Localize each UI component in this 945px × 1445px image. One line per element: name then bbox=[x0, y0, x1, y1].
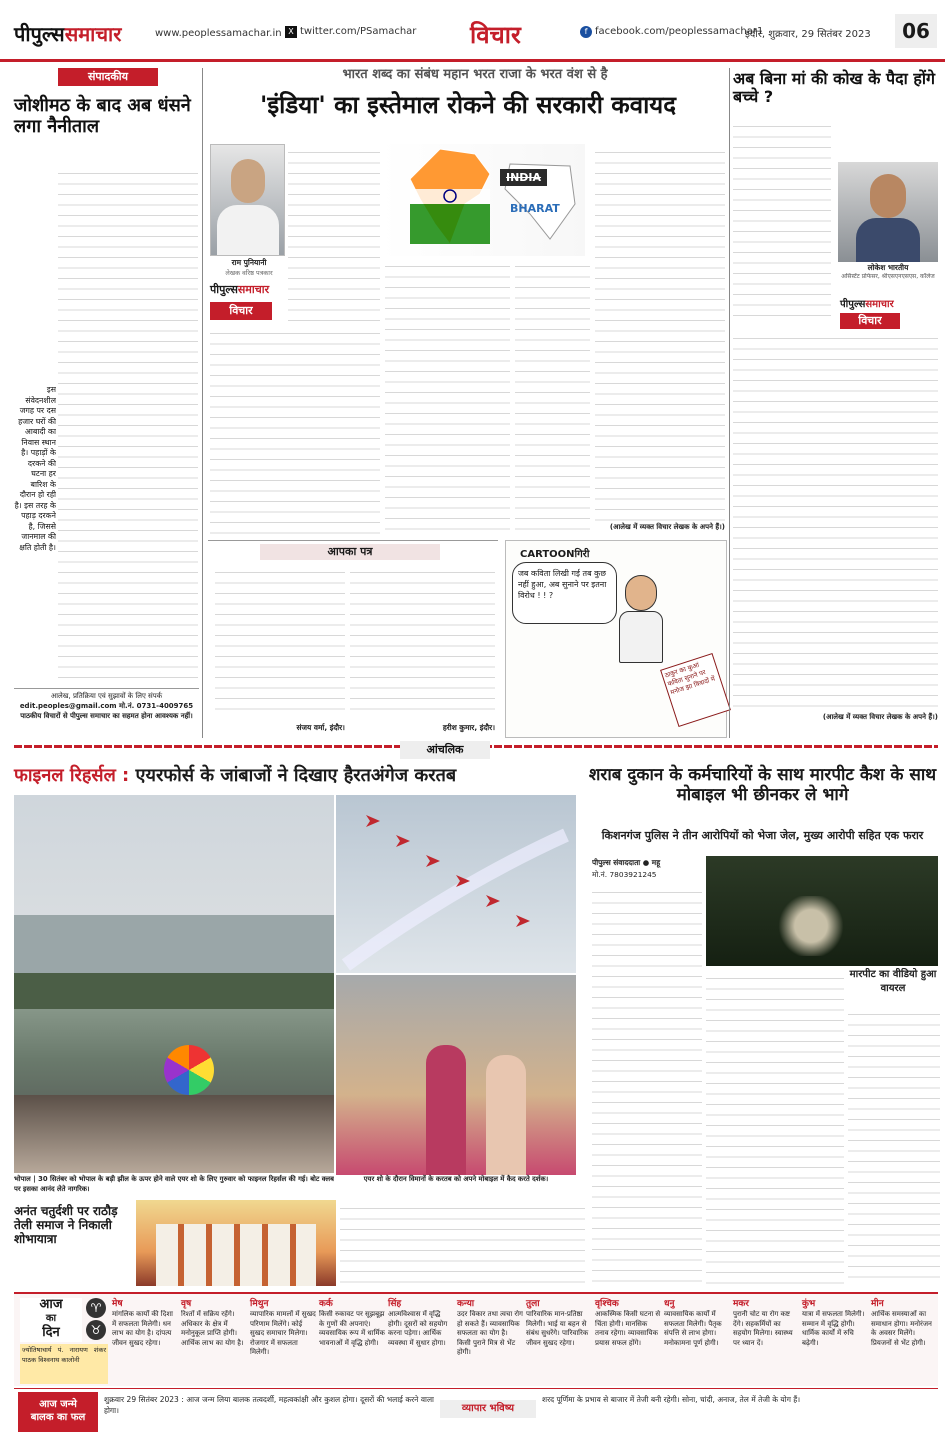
brand-a: पीपुल्स bbox=[210, 283, 238, 296]
label-din: दिन bbox=[42, 1325, 60, 1340]
column-divider bbox=[202, 68, 203, 738]
editorial-body bbox=[58, 165, 198, 685]
horoscope-sign-text: पारिवारिक मान-प्रतिष्ठा मिलेगी। भाई या बहन से संबंध सुधरेंगे। पारिवारिक जीवन सुखद रहेगा। bbox=[526, 1310, 589, 1347]
logo-part-b: समाचार bbox=[64, 22, 122, 46]
astrologer-credit: ज्योतिषाचार्य पं. नारायण शंकर पाठक विश्वनाथ कालोनी bbox=[20, 1344, 108, 1384]
side-author-role: असिस्टेंट प्रोफेसर, श्रीएसएनएसएस, कॉलेज bbox=[841, 273, 935, 280]
horoscope-sign-text: व्यावसायिक कार्यों में सफलता मिलेगी। पैतृक संपत्ति से लाभ होगा। मनोकामना पूर्ण होगी। bbox=[664, 1310, 722, 1347]
regional-headline-2[interactable]: शराब दुकान के कर्मचारियों के साथ मारपीट कैश के साथ मोबाइल भी छीनकर ले भागे bbox=[588, 765, 937, 805]
author-role: लेखक वरिष्ठ पत्रकार bbox=[225, 269, 273, 277]
brand-b: समाचार bbox=[237, 283, 270, 296]
born-label-b: बालक का फल bbox=[30, 1412, 86, 1423]
lead-body-col4 bbox=[515, 258, 590, 536]
dateline: इंदौर, शुक्रवार, 29 सितंबर 2023 bbox=[745, 29, 871, 40]
horoscope-label bbox=[20, 1298, 82, 1342]
lead-body-col3 bbox=[385, 258, 510, 536]
side-body-top bbox=[733, 118, 831, 320]
regional-headline-3[interactable]: अनंत चतुर्दशी पर राठौड़ तेली समाज ने निकाली शोभायात्रा bbox=[14, 1204, 118, 1246]
cartoon-title: CARTOONगिरी bbox=[520, 549, 590, 560]
horoscope-sign-text: आकस्मिक किसी घटना से चिंता होगी। मानसिक तनाव रहेगा। व्यावसायिक प्रयास सफल होंगे। bbox=[595, 1310, 661, 1347]
story-2-col3 bbox=[848, 1006, 940, 1284]
horoscope-sign-name: मीन bbox=[871, 1299, 884, 1309]
lead-signoff: (आलेख में व्यक्त विचार लेखक के अपने हैं।) bbox=[609, 523, 725, 531]
lake-photo-caption: भोपाल | 30 सितंबर को भोपाल के बड़ी झील के ऊपर होने वाले एयर शो के लिए गुरुवार को फाइनल रिहर्सल की गई। बोट क्लब पर इसका आनंद लेते नागरिक। bbox=[14, 1175, 334, 1193]
horoscope-sign-text: आर्थिक समस्याओं का समाधान होगा। मनोरंजन के अवसर मिलेंगे। प्रियजनों से भेंट होगी। bbox=[871, 1310, 932, 1347]
ram-icon: ♈ bbox=[86, 1298, 106, 1318]
story-2-phone: मो.नं. 7803921245 bbox=[592, 870, 657, 879]
editorial-headline[interactable]: जोशीमठ के बाद अब धंसने लगा नैनीताल bbox=[14, 95, 191, 137]
editorial-footer bbox=[14, 688, 199, 730]
footer-contact-line: आलेख, प्रतिक्रिया एवं सुझावों के लिए संपर्क bbox=[50, 692, 163, 700]
lead-body-col5 bbox=[595, 144, 725, 522]
procession-photo[interactable] bbox=[136, 1200, 336, 1286]
horoscope-sign-name: धनु bbox=[664, 1299, 675, 1309]
horoscope-sign-text: पुरानी चोट या रोग कष्ट देंगे। सहकर्मियों का सहयोग मिलेगा। स्वास्थ्य पर ध्यान दें। bbox=[733, 1310, 793, 1347]
footer-email-line[interactable]: edit.peoples@gmail.com मो.नं. 0731-4009765 bbox=[19, 702, 194, 710]
flag-band-green bbox=[410, 204, 490, 244]
jet-icon bbox=[486, 895, 500, 907]
cartoon-bubble: जब कविता लिखी गई तब कुछ नहीं हुआ, अब सुनाने पर इतना विरोध ! ! ? bbox=[512, 562, 617, 624]
map-label-india: INDIA bbox=[500, 169, 547, 186]
born-text: शुक्रवार 29 सितंबर 2023 : आज जन्म लिया बालक तत्वदर्शी, महत्वकांक्षी और कुशल होगा। दूसरों की भलाई करने वाला होगा। bbox=[104, 1395, 434, 1415]
twitter-handle: twitter.com/PSamachar bbox=[300, 26, 417, 37]
x-icon: X bbox=[285, 26, 297, 38]
cartoon-sign: ठाकुर का कुआं कविता सुनाने पर मनोज झा विवादों में bbox=[660, 653, 731, 727]
jets-formation-photo[interactable] bbox=[336, 795, 576, 973]
side-author-shirt bbox=[856, 218, 920, 262]
author-shirt bbox=[217, 205, 279, 256]
assault-video-still[interactable] bbox=[706, 856, 938, 966]
facebook-handle: facebook.com/peoplessamachar1 bbox=[595, 26, 764, 37]
side-brand-logo bbox=[840, 296, 940, 310]
facebook-link[interactable] bbox=[580, 26, 763, 38]
lead-headline[interactable]: 'इंडिया' का इस्तेमाल रोकने की सरकारी कवायद bbox=[260, 91, 676, 119]
horoscope-sign-name: कन्या bbox=[457, 1299, 475, 1309]
website-link[interactable]: www.peoplessamachar.in bbox=[155, 28, 282, 39]
procession-group bbox=[156, 1224, 316, 1286]
india-bharat-map bbox=[380, 144, 585, 256]
scuffle-figures bbox=[766, 896, 856, 956]
business-label: व्यापार भविष्य bbox=[440, 1400, 536, 1418]
born-label-a: आज जन्मे bbox=[39, 1399, 77, 1410]
born-label bbox=[18, 1392, 98, 1432]
section-title: विचार bbox=[470, 21, 521, 49]
side-brand-tag: विचार bbox=[840, 313, 900, 329]
lead-brand-logo bbox=[210, 282, 300, 298]
horoscope-sign-name: सिंह bbox=[388, 1299, 402, 1309]
terrace-crowd bbox=[14, 1095, 334, 1173]
jet-icon bbox=[366, 815, 380, 827]
horoscope-sign-text: आत्मविश्वास में वृद्धि होगी। दूसरों को सहयोग करना पड़ेगा। आर्थिक व्यवस्था में सुधार होगा। bbox=[388, 1310, 448, 1347]
umbrella-icon bbox=[164, 1045, 214, 1095]
column-divider-2 bbox=[729, 68, 730, 738]
cartoon-figure bbox=[615, 575, 667, 675]
zodiac-icons bbox=[86, 1298, 110, 1342]
horoscope-sign-text: मांगलिक कार्यों की दिशा में सफलता मिलेगी। धन लाभ का योग है। दांपत्य जीवन सुखद रहेगा। bbox=[112, 1310, 173, 1347]
regional-deck-2: किशनगंज पुलिस ने तीन आरोपियों को भेजा जेल, मुख्य आरोपी सहित एक फरार bbox=[601, 829, 924, 842]
assault-photo-caption: मारपीट का वीडियो हुआ वायरल bbox=[849, 969, 937, 994]
author-face bbox=[231, 159, 265, 203]
horoscope-sign-name: तुला bbox=[526, 1299, 540, 1309]
side-headline[interactable]: अब बिना मां की कोख के पैदा होंगे बच्चे ? bbox=[733, 69, 935, 107]
business-text: शरद पूर्णिमा के प्रभाव से बाजार में तेजी बनी रहेगी। सोना, चांदी, अनाज, तेल में तेजी के योग हैं। bbox=[542, 1395, 801, 1404]
horoscope-sign-text: व्यापारिक मामलों में सुखद परिणाम मिलेंगे। कोई सुखद समाचार मिलेगा। रोजगार में सफलता मिलेगी। bbox=[250, 1310, 316, 1356]
letter-2-sign: हरीश कुमार, इंदौर। bbox=[442, 723, 495, 732]
lake-airshow-photo[interactable] bbox=[14, 795, 334, 1173]
newspaper-logo[interactable] bbox=[14, 20, 121, 47]
side-author-photo bbox=[838, 162, 938, 262]
facebook-icon: f bbox=[580, 26, 592, 38]
side-author-name: लोकेश भारतीय bbox=[867, 263, 909, 272]
horoscope-sign-name: कर्क bbox=[319, 1299, 333, 1309]
side-brand-b: समाचार bbox=[865, 299, 894, 310]
map-graphic bbox=[380, 144, 585, 256]
label-aaj: आज bbox=[39, 1297, 63, 1312]
story-2-byline: पीपुल्स संवाददाता ● महू bbox=[592, 858, 661, 867]
lead-body-col2 bbox=[210, 325, 380, 535]
smoke-trail bbox=[346, 835, 566, 965]
horoscope-sign-text: उदर विकार तथा त्वचा रोग हो सकते हैं। व्यावसायिक सफलता का योग है। किसी पुराने मित्र से भेंट होगी। bbox=[457, 1310, 523, 1356]
lake-treeline bbox=[14, 973, 334, 1009]
logo-part-a: पीपुल्स bbox=[14, 22, 65, 46]
horoscope-sign-name: मकर bbox=[733, 1299, 749, 1309]
lead-kicker: भारत शब्द का संबंध महान भरत राजा के भरत वंश से है bbox=[342, 67, 608, 82]
horoscope-sign-name: वृष bbox=[181, 1299, 192, 1309]
letter-1-body bbox=[215, 564, 345, 719]
twitter-link[interactable] bbox=[285, 26, 416, 38]
spectator-1 bbox=[426, 1045, 466, 1175]
horoscope-sign-name: मेष bbox=[112, 1299, 123, 1309]
horoscope-sign-text: रिश्तों में सक्रिय रहेंगे। अधिकार के क्षेत्र में मनोनुकूल प्राप्ति होगी। आर्थिक लाभ का योग है। bbox=[181, 1310, 244, 1347]
masthead bbox=[0, 0, 945, 62]
story-2-col1 bbox=[592, 884, 702, 1284]
jets-graphic bbox=[336, 795, 576, 973]
editorial-pull-quote: इस संवेदनशील जगह पर दस हजार घरों की आबादी का निवास स्थान है। पहाड़ों के दरकने की घटना हर बारिश के दौरान हो रही है। इस तरह के पहाड़ दरकने है, जिससे जानमाल की क्षति होती है। bbox=[14, 385, 56, 552]
footer-disclaimer: पाठकीय विचारों से पीपुल्स समाचार का सहमत होना आवश्यक नहीं। bbox=[20, 712, 193, 720]
headline-1-label: फाइनल रिहर्सल : bbox=[14, 765, 130, 786]
letters-title: आपका पत्र bbox=[260, 544, 440, 560]
author-name: राम पुनियानी bbox=[231, 258, 267, 267]
regional-headline-1[interactable] bbox=[14, 766, 574, 787]
spectators-photo[interactable] bbox=[336, 975, 576, 1175]
lead-brand-tag: विचार bbox=[210, 302, 272, 320]
side-brand-a: पीपुल्स bbox=[840, 299, 866, 310]
spectators-caption: एयर शो के दौरान विमानों के करतब को अपने मोबाइल में कैद करते दर्शक। bbox=[363, 1175, 549, 1183]
regional-label: आंचलिक bbox=[400, 741, 490, 759]
jet-icon bbox=[426, 855, 440, 867]
bull-icon: ♉ bbox=[86, 1320, 106, 1340]
author-photo bbox=[210, 144, 285, 256]
cartoon-body bbox=[619, 611, 663, 663]
horoscope-sign-text: किसी रुकावट पर सूझबूझ के गुणों की अपनाएं। व्यवसायिक रूप में धार्मिक भावनाओं में वृद्धि होगी। bbox=[319, 1310, 385, 1347]
side-signoff: (आलेख में व्यक्त विचार लेखक के अपने हैं।) bbox=[822, 713, 938, 721]
story-2-col2 bbox=[706, 970, 844, 1284]
procession-body bbox=[340, 1200, 585, 1284]
spectator-2 bbox=[486, 1055, 526, 1175]
headline-1-text: एयरफोर्स के जांबाजों ने दिखाए हैरतअंगेज करतब bbox=[135, 765, 457, 786]
letter-1-sign: संजय वर्मा, इंदौर। bbox=[296, 723, 345, 732]
horoscope-sign-name: कुंभ bbox=[802, 1299, 816, 1309]
page-number: 06 bbox=[895, 14, 937, 48]
horoscope-sign-name: मिथुन bbox=[250, 1299, 269, 1309]
label-ka: का bbox=[45, 1313, 57, 1324]
map-label-bharat: BHARAT bbox=[510, 202, 560, 215]
editorial-label: संपादकीय bbox=[58, 68, 158, 86]
jet-icon bbox=[516, 915, 530, 927]
side-body-main bbox=[733, 330, 938, 708]
letter-2-body bbox=[350, 564, 495, 719]
horoscope-sign-name: वृश्चिक bbox=[595, 1299, 619, 1309]
horoscope-sign-text: यात्रा में सफलता मिलेगी। सम्मान में वृद्धि होगी। धार्मिक कार्यों में रुचि बढ़ेगी। bbox=[802, 1310, 865, 1347]
side-author-face bbox=[870, 174, 906, 218]
cartoon-head bbox=[625, 575, 657, 611]
jet-icon bbox=[396, 835, 410, 847]
